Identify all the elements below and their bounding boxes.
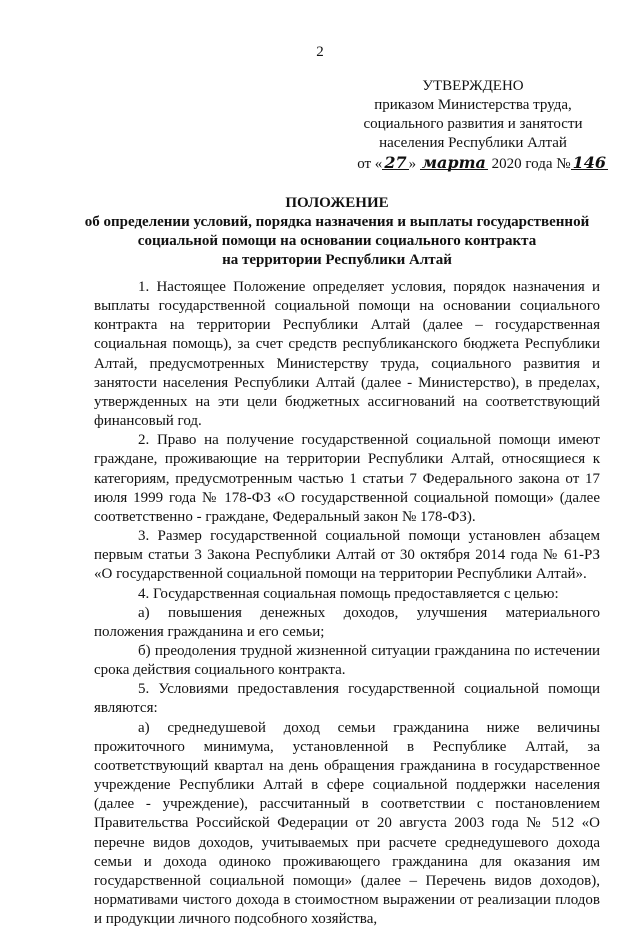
approval-stamp [330, 77, 616, 174]
paragraph: 3. Размер государственной социальной помощи установлен абзацем первым статьи 3 Закона Республики Алтай от 30 октября 2014 года № 61-РЗ «О государственной социальной помощи на территории Республики Алтай». [94, 528, 600, 583]
paragraph: б) преодоления трудной жизненной ситуации гражданина по истечении срока действия социального контракта. [94, 642, 600, 679]
date-year: 2020 года № [491, 156, 571, 172]
heading-line: социальной помощи на основании социального контракта [137, 233, 537, 249]
approval-title: УТВЕРЖДЕНО [422, 78, 524, 94]
date-suffix: » [408, 156, 417, 172]
heading-line: на территории Республики Алтай [222, 252, 452, 268]
paragraph: а) среднедушевой доход семьи гражданина ниже величины прожиточного минимума, установленной в Республике Алтай, за соответствующий квартал на день обращения гражданина в государственное учреждение Республики Алтай в сфере социальной поддержки населения (далее - учреждение), рассчитанный в соответствии с постановлением Правительства Российской Федерации от 20 августа 2003 года № 512 «О перечне видов доходов, учитываемых при расчете среднедушевого дохода семьи и дохода одиноко проживающего гражданина для оказания им государственной социальной помощи» (далее – Перечень видов доходов), нормативами чистого дохода в стоимостном выражении от реализации плодов и продукции личного подсобного хозяйства, [94, 719, 600, 928]
approval-date-line [330, 153, 608, 174]
approval-line: социального развития и занятости [363, 116, 583, 132]
handwritten-month: марта [421, 153, 486, 172]
heading-line: об определении условий, порядка назначения и выплаты государственной [84, 214, 590, 230]
approval-line: приказом Министерства труда, [374, 97, 572, 113]
document-heading [82, 194, 592, 270]
handwritten-order-number: 146 [572, 153, 606, 172]
paragraph: 2. Право на получение государственной социальной помощи имеют граждане, проживающие на территории Республики Алтай, относящиеся к категориям, предусмотренным частью 1 статьи 7 Федерального закона от 17 июля 1999 года № 178-ФЗ «О государственной социальной помощи» (далее соответственно - граждане, Федеральный закон № 178-ФЗ). [94, 432, 600, 525]
page-number: 2 [316, 44, 324, 60]
heading-title: ПОЛОЖЕНИЕ [285, 195, 389, 211]
document-body [94, 278, 600, 929]
paragraph: 1. Настоящее Положение определяет условия, порядок назначения и выплаты государственной социальной помощи на основании социального контракта на территории Республики Алтай (далее – государственная социальная помощь), за счет средств республиканского бюджета Республики Алтай, предусмотренных Министерству труда, социального развития и занятости населения Республики Алтай (далее - Министерство), в пределах, утвержденных на эти цели бюджетных ассигнований на соответствующий финансовый год. [94, 279, 600, 430]
paragraph: 4. Государственная социальная помощь предоставляется с целью: [138, 585, 559, 602]
date-prefix: от « [357, 156, 383, 172]
paragraph: а) повышения денежных доходов, улучшения материального положения гражданина и его семьи; [94, 604, 600, 640]
handwritten-day: 27 [384, 153, 407, 172]
paragraph: 5. Условиями предоставления государственной социальной помощи являются: [94, 681, 600, 717]
approval-line: населения Республики Алтай [379, 135, 567, 151]
